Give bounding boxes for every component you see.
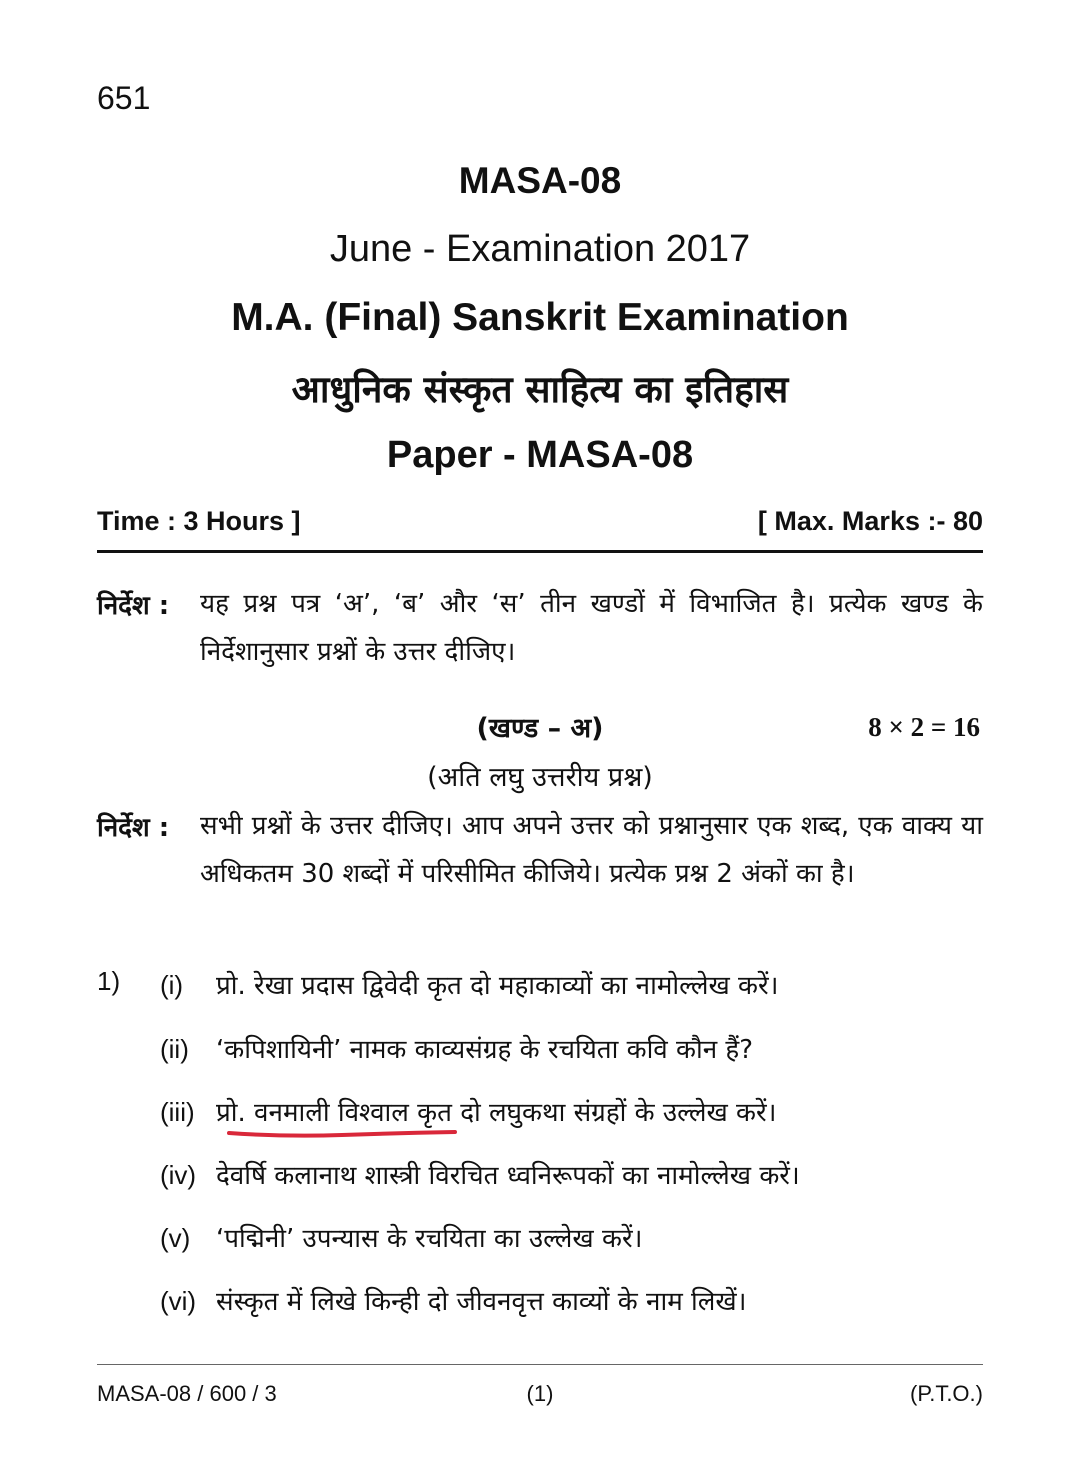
exam-session-title: June - Examination 2017 — [329, 228, 751, 270]
section-instruction-text: सभी प्रश्नों के उत्तर दीजिए। आप अपने उत्तर को प्रश्नानुसार एक शब्द, एक वाक्य या अधिकतम 30 शब्दों में परिसीमित कीजिये। प्रत्येक प्रश्न 2 अंकों का है। — [200, 811, 983, 889]
page-number: 651 — [97, 80, 151, 116]
question-part — [160, 966, 778, 1002]
question-part-number: (iii) — [160, 1097, 195, 1127]
exam-code-title: MASA-08 — [458, 160, 622, 201]
question-part-text: देवर्षि कलानाथ शास्त्री विरचित ध्वनिरूपकों का नामोल्लेख करें। — [216, 1161, 800, 1191]
question-part-text: प्रो. वनमाली विश्वाल कृत दो लघुकथा संग्रहों के उल्लेख करें। — [216, 1098, 777, 1128]
question-part-text: संस्कृत में लिखे किन्ही दो जीवनवृत्त काव्यों के नाम लिखें। — [216, 1287, 747, 1317]
question-part-text: ‘कपिशायिनी’ नामक काव्यसंग्रह के रचयिता कवि कौन हैं? — [216, 1035, 754, 1065]
paper-title: Paper - MASA-08 — [386, 434, 694, 476]
question-part-text: ‘पद्मिनी’ उपन्यास के रचयिता का उल्लेख करें। — [216, 1224, 643, 1254]
general-instruction-label: निर्देश : — [97, 591, 170, 621]
footer-page-number: (1) — [526, 1381, 554, 1406]
max-marks-label: [ Max. Marks :- 80 — [757, 506, 983, 536]
question-part-text: प्रो. रेखा प्रदास द्विवेदी कृत दो महाकाव्यों का नामोल्लेख करें। — [216, 971, 779, 1001]
question-part — [160, 1093, 776, 1129]
time-label: Time : 3 Hours ] — [97, 506, 301, 536]
general-instruction-text: यह प्रश्न पत्र ‘अ’, ‘ब’ और ‘स’ तीन खण्डों में विभाजित है। प्रत्येक खण्ड के निर्देशानुसार प्रश्नों के उत्तर दीजिए। — [200, 589, 983, 667]
subject-title-hindi: आधुनिक संस्कृत साहित्य का इतिहास — [291, 368, 789, 411]
footer-pto: (P.T.O.) — [910, 1381, 983, 1406]
header-divider — [97, 550, 983, 553]
section-heading: (खण्ड – अ) — [476, 713, 604, 744]
question-part — [160, 1156, 800, 1192]
question-part — [160, 1219, 642, 1255]
section-instruction-label: निर्देश : — [97, 813, 170, 843]
question-part-number: (v) — [160, 1223, 191, 1253]
question-part-number: (iv) — [160, 1160, 197, 1190]
question-part — [160, 1282, 747, 1318]
red-highlight-underline — [226, 1126, 458, 1140]
question-number: 1) — [97, 966, 121, 996]
question-part-number: (vi) — [160, 1286, 197, 1316]
section-subheading: (अति लघु उत्तरीय प्रश्न) — [427, 762, 653, 793]
footer-divider — [97, 1364, 983, 1365]
course-title: M.A. (Final) Sanskrit Examination — [231, 296, 849, 339]
question-part-number: (i) — [160, 970, 184, 1000]
question-part-number: (ii) — [160, 1034, 189, 1064]
section-marks: 8 × 2 = 16 — [868, 712, 980, 742]
footer-paper-code: MASA-08 / 600 / 3 — [97, 1381, 277, 1406]
question-part — [160, 1030, 753, 1066]
